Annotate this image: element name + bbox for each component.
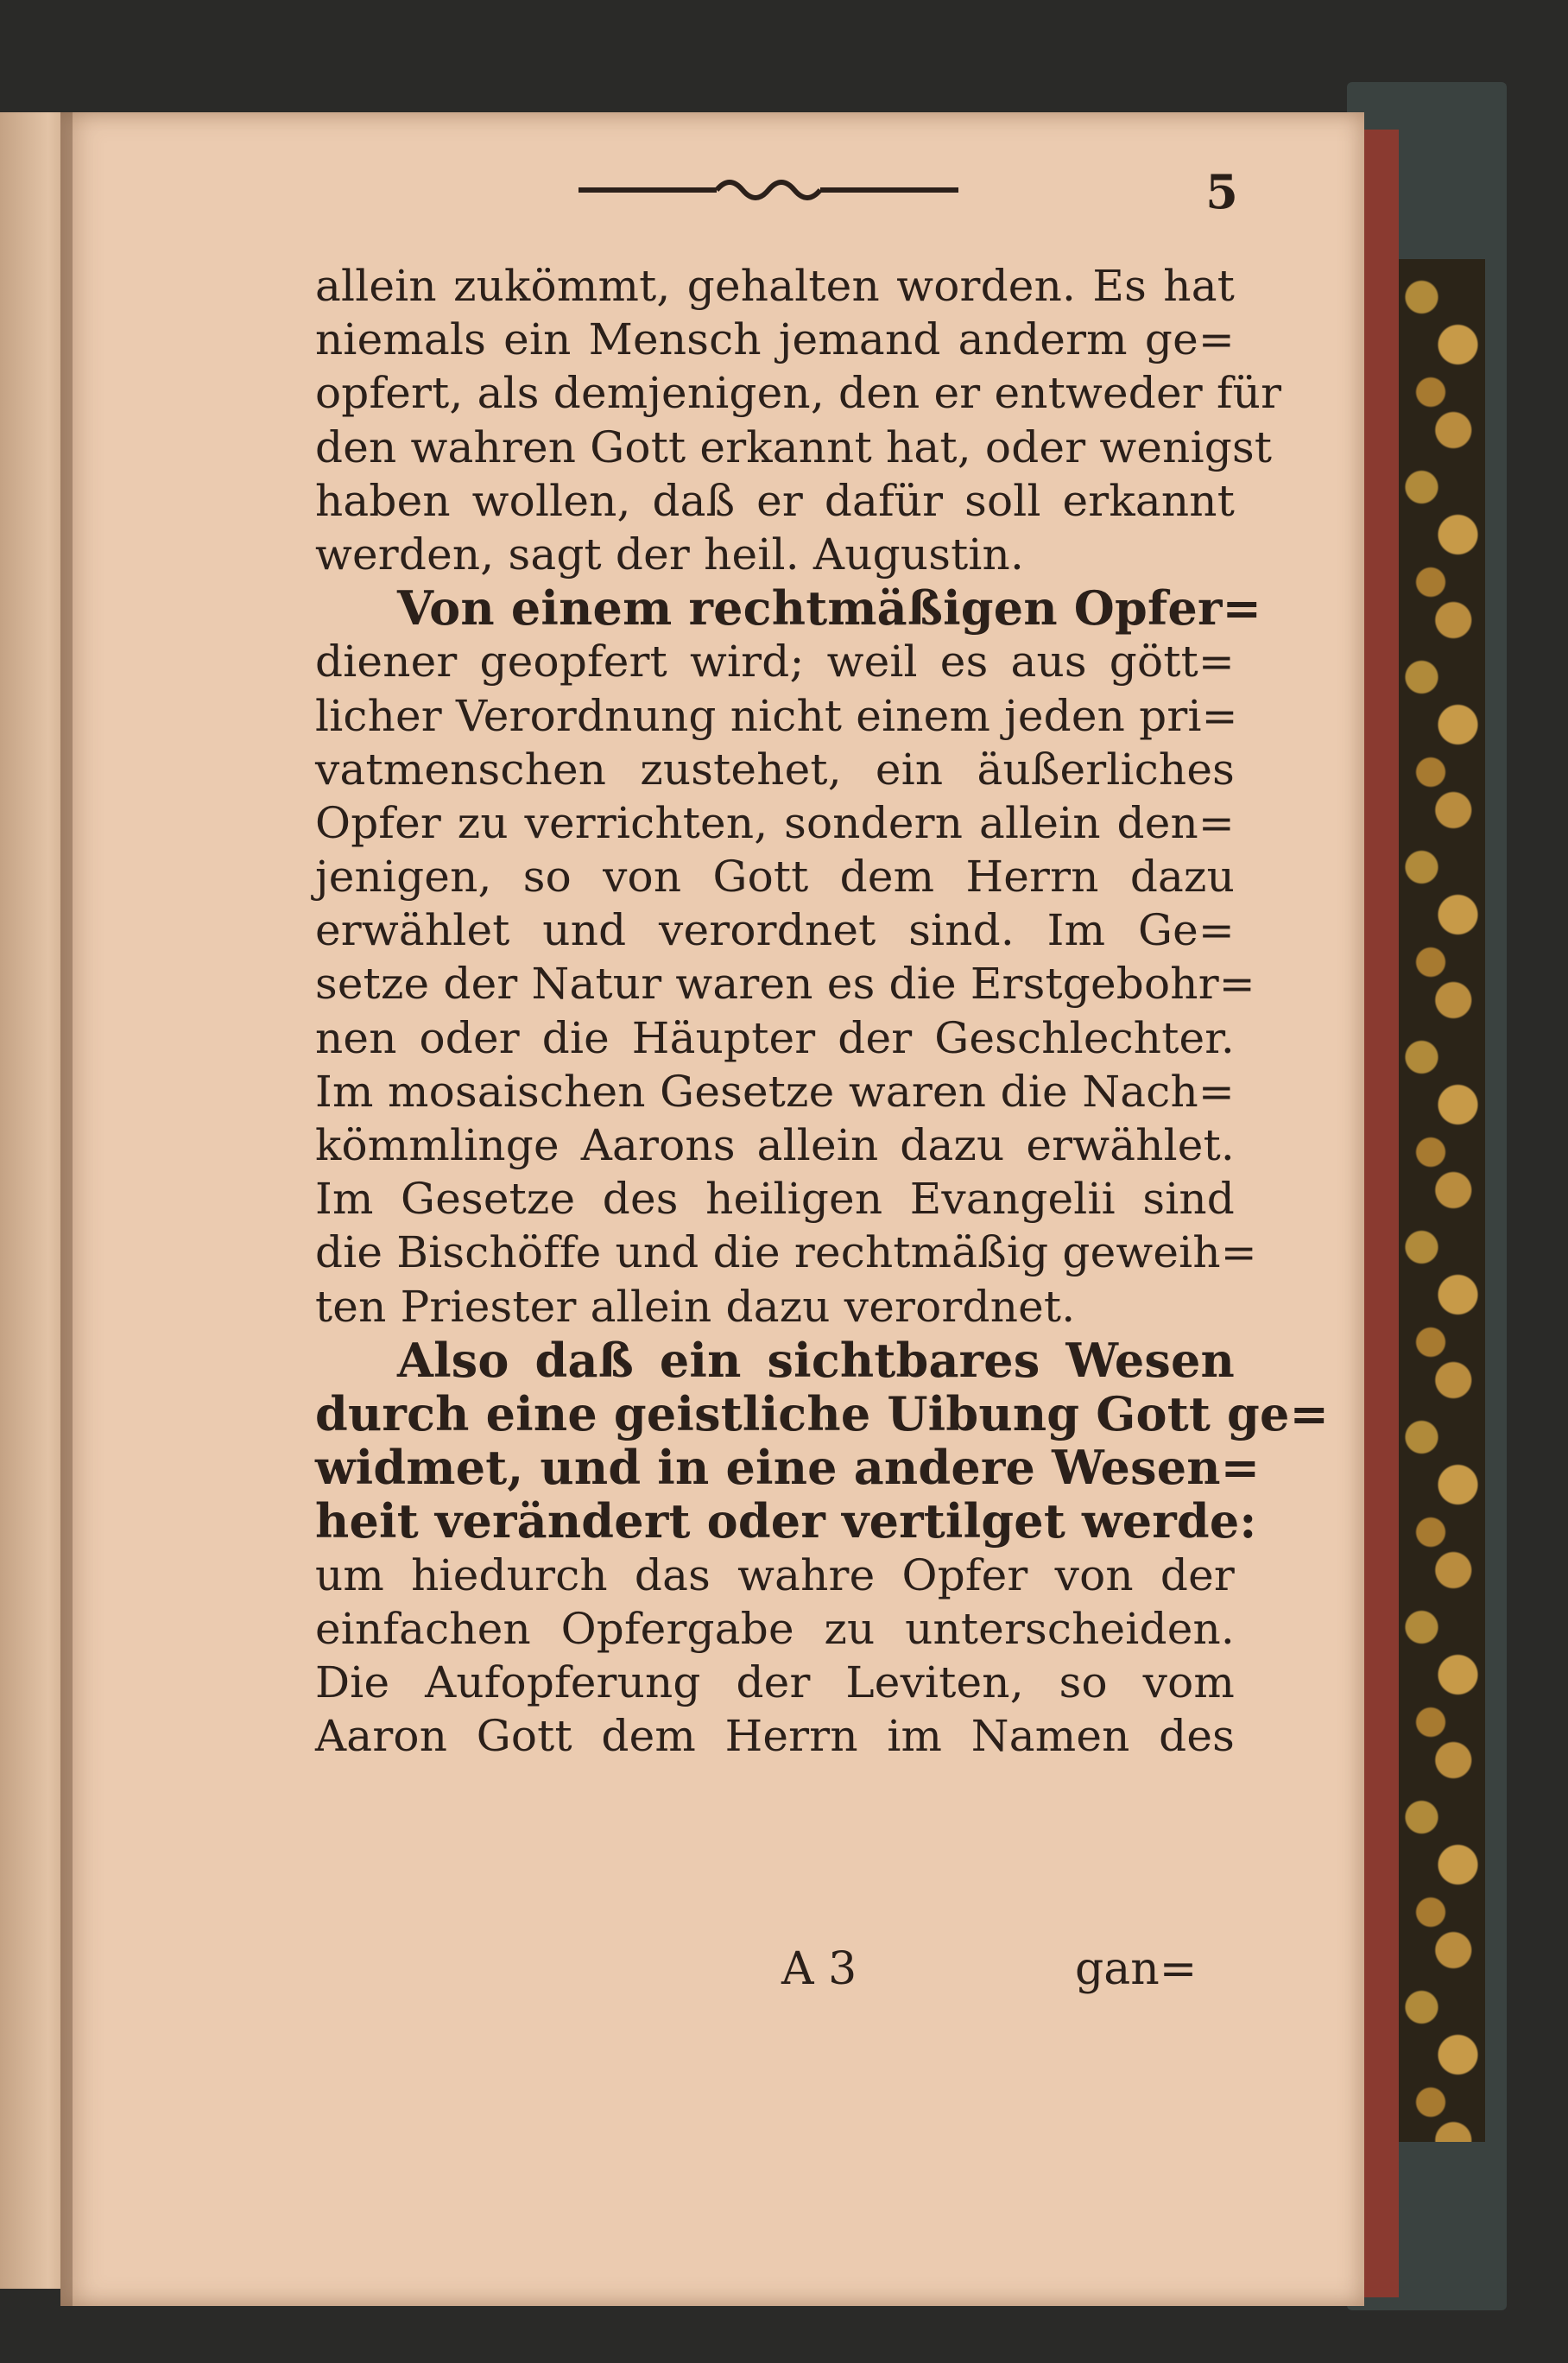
text-line: diener geopfert wird; weil es aus gött= bbox=[315, 637, 1235, 687]
text-line: um hiedurch das wahre Opfer von der bbox=[315, 1549, 1235, 1600]
catchword: gan= bbox=[1075, 1943, 1198, 1995]
header-ornament bbox=[579, 173, 958, 207]
marbled-endpaper bbox=[1394, 259, 1485, 2142]
text-line: Aaron Gott dem Herrn im Namen des bbox=[315, 1711, 1235, 1762]
text-line: vatmenschen zustehet, ein äußerliches bbox=[315, 744, 1235, 795]
text-line: haben wollen, daß er dafür soll erkannt bbox=[315, 475, 1235, 526]
page-number: 5 bbox=[1205, 164, 1238, 219]
signature-mark: A 3 bbox=[781, 1943, 857, 1995]
text-line: ten Priester allein dazu verordnet. bbox=[315, 1281, 1076, 1332]
text-line: niemals ein Mensch jemand anderm ge= bbox=[315, 314, 1235, 365]
text-line: erwählet und verordnet sind. Im Ge= bbox=[315, 905, 1235, 956]
text-line: den wahren Gott erkannt hat, oder wenigst bbox=[315, 421, 1273, 472]
text-line: Also daß ein sichtbares Wesen bbox=[397, 1332, 1235, 1388]
text-line: widmet, und in eine andere Wesen= bbox=[315, 1440, 1261, 1496]
text-line: heit verändert oder vertilget werde: bbox=[315, 1493, 1257, 1549]
text-line: die Bischöffe und die rechtmäßig geweih= bbox=[315, 1227, 1257, 1278]
page-gutter bbox=[60, 112, 73, 2306]
body-text bbox=[315, 259, 1330, 1763]
facing-page bbox=[0, 112, 69, 2289]
text-line: allein zukömmt, gehalten worden. Es hat bbox=[315, 261, 1235, 311]
text-line: setze der Natur waren es die Erstgebohr= bbox=[315, 959, 1255, 1010]
text-line: Opfer zu verrichten, sondern allein den= bbox=[315, 797, 1235, 848]
text-line: jenigen, so von Gott dem Herrn dazu bbox=[315, 852, 1235, 903]
text-line: opfert, als demjenigen, den er entweder für bbox=[315, 368, 1282, 419]
text-line: Im Gesetze des heiligen Evangelii sind bbox=[315, 1174, 1235, 1225]
text-line: Die Aufopferung der Leviten, so vom bbox=[315, 1657, 1235, 1707]
text-line: werden, sagt der heil. Augustin. bbox=[315, 529, 1025, 580]
text-line: einfachen Opfergabe zu unterscheiden. bbox=[315, 1603, 1235, 1654]
text-line: licher Verordnung nicht einem jeden pri= bbox=[315, 690, 1238, 741]
text-line: nen oder die Häupter der Geschlechter. bbox=[315, 1012, 1235, 1063]
text-line: Im mosaischen Gesetze waren die Nach= bbox=[315, 1066, 1235, 1117]
text-line: durch eine geistliche Uibung Gott ge= bbox=[315, 1385, 1330, 1441]
text-line: kömmlinge Aarons allein dazu erwählet. bbox=[315, 1120, 1235, 1170]
text-line: Von einem rechtmäßigen Opfer= bbox=[397, 580, 1262, 637]
